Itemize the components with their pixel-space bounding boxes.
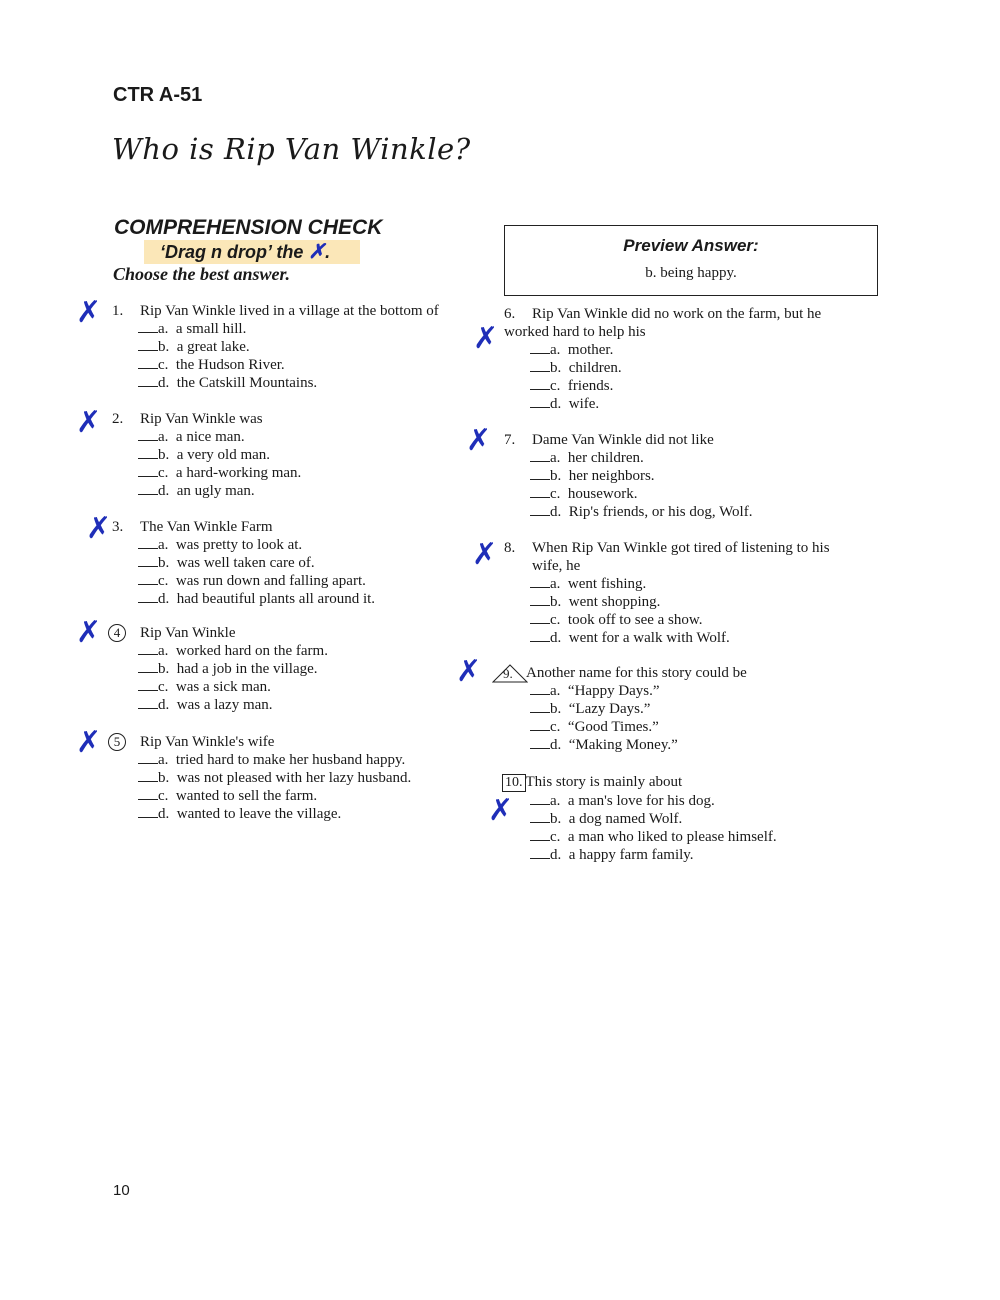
preview-heading: Preview Answer: [623, 236, 759, 255]
option-b[interactable]: b. “Lazy Days.” [492, 700, 747, 718]
question-6 [504, 305, 821, 413]
option-a[interactable]: a. worked hard on the farm. [108, 642, 328, 660]
question-stem: Rip Van Winkle did no work on the farm, but he [532, 306, 822, 322]
choose-instruction: Choose the best answer. [113, 264, 291, 284]
option-a[interactable]: a. her children. [504, 449, 752, 467]
question-3 [112, 518, 375, 608]
question-number: 4 [108, 624, 126, 642]
option-b[interactable]: b. a very old man. [112, 446, 301, 464]
option-d[interactable]: d. “Making Money.” [492, 736, 747, 754]
drag-instruction [144, 240, 360, 264]
option-c[interactable]: c. a hard-working man. [112, 464, 301, 482]
drag-x-mark-q6[interactable]: ✗ [473, 321, 499, 356]
page-number: 10 [113, 1182, 130, 1199]
preview-value: b. being happy. [645, 265, 737, 281]
option-b[interactable]: b. went shopping. [504, 593, 830, 611]
drag-x-mark-q4[interactable]: ✗ [76, 615, 102, 650]
option-c[interactable]: c. housework. [504, 485, 752, 503]
option-c[interactable]: c. took off to see a show. [504, 611, 830, 629]
drag-x-mark-q8[interactable]: ✗ [472, 537, 498, 572]
option-a[interactable]: a. a small hill. [112, 320, 439, 338]
question-2 [112, 410, 301, 500]
option-a[interactable]: a. a nice man. [112, 428, 301, 446]
drag-x-mark-q3[interactable]: ✗ [86, 511, 112, 546]
option-d[interactable]: d. was a lazy man. [108, 696, 328, 714]
question-number: 3. [112, 519, 124, 535]
drag-x-mark-q10[interactable]: ✗ [488, 793, 514, 828]
section-heading: COMPREHENSION CHECK [114, 216, 383, 239]
option-d[interactable]: d. the Catskill Mountains. [112, 374, 439, 392]
question-number: 9. [503, 666, 513, 681]
option-c[interactable]: c. wanted to sell the farm. [108, 787, 411, 805]
option-a[interactable]: a. tried hard to make her husband happy. [108, 751, 411, 769]
drag-x-mark-q2[interactable]: ✗ [76, 405, 102, 440]
option-c[interactable]: c. friends. [504, 377, 821, 395]
question-number: 7. [504, 432, 516, 448]
option-d[interactable]: d. wanted to leave the village. [108, 805, 411, 823]
question-stem: Rip Van Winkle's wife [140, 734, 275, 750]
question-7 [504, 431, 752, 521]
option-b[interactable]: b. was not pleased with her lazy husband. [108, 769, 411, 787]
option-b[interactable]: b. was well taken care of. [112, 554, 375, 572]
question-stem: Rip Van Winkle was [140, 411, 263, 427]
question-4 [108, 624, 328, 714]
option-d[interactable]: d. an ugly man. [112, 482, 301, 500]
drag-x-mark-q5[interactable]: ✗ [76, 725, 102, 760]
option-a[interactable]: a. a man's love for his dog. [502, 792, 777, 810]
question-5 [108, 733, 411, 823]
drag-x-mark-q7[interactable]: ✗ [466, 423, 492, 458]
option-b[interactable]: b. a dog named Wolf. [502, 810, 777, 828]
x-mark-icon: ✗ [308, 241, 326, 263]
instruction-end: . [325, 242, 331, 262]
question-stem: Dame Van Winkle did not like [532, 432, 714, 448]
option-b[interactable]: b. had a job in the village. [108, 660, 328, 678]
preview-answer-box [504, 225, 878, 296]
option-d[interactable]: d. a happy farm family. [502, 846, 777, 864]
option-a[interactable]: a. mother. [504, 341, 821, 359]
worksheet-code: CTR A-51 [113, 84, 203, 106]
question-stem: This story is mainly about [525, 774, 683, 790]
option-c[interactable]: c. was a sick man. [108, 678, 328, 696]
question-8 [504, 539, 830, 647]
option-d[interactable]: d. went for a walk with Wolf. [504, 629, 830, 647]
option-c[interactable]: c. was run down and falling apart. [112, 572, 375, 590]
question-stem: Rip Van Winkle lived in a village at the bottom of [140, 303, 439, 319]
question-10 [502, 773, 777, 864]
drag-x-mark-q1[interactable]: ✗ [76, 295, 102, 330]
question-1 [112, 302, 439, 392]
question-number: 10. [502, 774, 526, 792]
question-number: 1. [112, 303, 124, 319]
option-d[interactable]: d. had beautiful plants all around it. [112, 590, 375, 608]
drag-x-mark-q9[interactable]: ✗ [456, 654, 482, 689]
question-number: 6. [504, 306, 516, 322]
question-number: 8. [504, 540, 516, 556]
option-c[interactable]: c. “Good Times.” [492, 718, 747, 736]
option-c[interactable]: c. the Hudson River. [112, 356, 439, 374]
option-d[interactable]: d. wife. [504, 395, 821, 413]
question-number: 5 [108, 733, 126, 751]
question-stem: Rip Van Winkle [140, 625, 236, 641]
worksheet-title: Who is Rip Van Winkle? [112, 132, 471, 166]
option-b[interactable]: b. children. [504, 359, 821, 377]
question-stem: When Rip Van Winkle got tired of listening to his [532, 540, 830, 556]
option-a[interactable]: a. “Happy Days.” [492, 682, 747, 700]
option-a[interactable]: a. was pretty to look at. [112, 536, 375, 554]
option-b[interactable]: b. her neighbors. [504, 467, 752, 485]
question-stem: The Van Winkle Farm [140, 519, 273, 535]
question-stem-continued: wife, he [532, 558, 581, 574]
question-stem: Another name for this story could be [526, 665, 747, 681]
question-stem-continued: worked hard to help his [504, 324, 646, 340]
option-d[interactable]: d. Rip's friends, or his dog, Wolf. [504, 503, 752, 521]
option-c[interactable]: c. a man who liked to please himself. [502, 828, 777, 846]
question-9 [492, 664, 747, 754]
question-number: 2. [112, 411, 124, 427]
option-a[interactable]: a. went fishing. [504, 575, 830, 593]
option-b[interactable]: b. a great lake. [112, 338, 439, 356]
instruction-text: ‘Drag n drop’ the [160, 242, 304, 262]
question-number-triangle [492, 664, 526, 682]
